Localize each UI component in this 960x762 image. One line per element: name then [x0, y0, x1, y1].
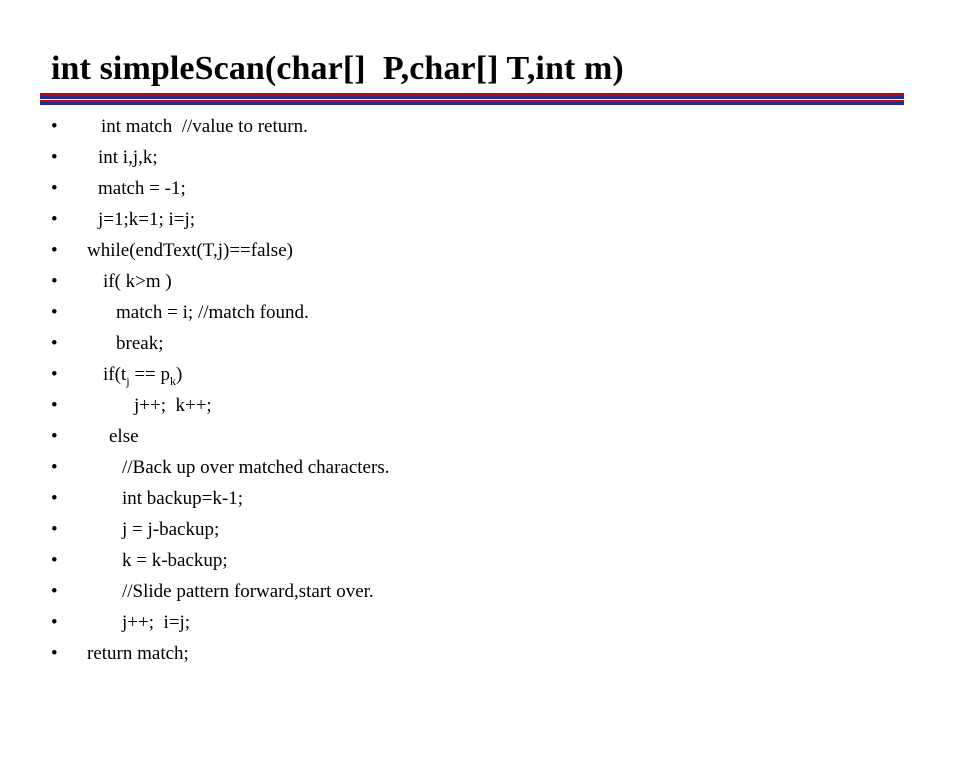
- code-line: [0, 483, 900, 514]
- code-line: [0, 173, 900, 204]
- code-line-text: j++; i=j;: [122, 612, 191, 633]
- code-line-text: else: [109, 426, 139, 447]
- code-line-text: j=1;k=1; i=j;: [98, 209, 196, 230]
- title-underline-blue-top: [40, 96, 904, 99]
- bullet-icon: •: [51, 581, 58, 602]
- code-line-text: $if(t_j == p_k)$: [103, 364, 183, 388]
- code-line: [0, 111, 900, 142]
- code-line-text: int backup=k-1;: [122, 488, 243, 509]
- bullet-icon: •: [51, 271, 58, 292]
- code-line: [0, 266, 900, 297]
- bullet-icon: •: [51, 643, 58, 664]
- bullet-icon: •: [51, 519, 58, 540]
- code-line: [0, 235, 900, 266]
- bullet-icon: •: [51, 209, 58, 230]
- code-line-text: return match;: [87, 643, 189, 664]
- code-line: [0, 545, 900, 576]
- bullet-icon: •: [51, 488, 58, 509]
- bullet-icon: •: [51, 364, 58, 385]
- code-line-text: match = -1;: [98, 178, 186, 199]
- code-line: [0, 607, 900, 638]
- code-line-text: //Back up over matched characters.: [122, 457, 390, 478]
- code-line-text: if( k>m ): [103, 271, 172, 292]
- code-line-text: break;: [116, 333, 164, 354]
- bullet-icon: •: [51, 426, 58, 447]
- bullet-icon: •: [51, 240, 58, 261]
- bullet-icon: •: [51, 395, 58, 416]
- bullet-icon: •: [51, 550, 58, 571]
- code-line-text: k = k-backup;: [122, 550, 228, 571]
- code-line: [0, 638, 900, 669]
- code-line-text: j = j-backup;: [122, 519, 220, 540]
- code-line: [0, 421, 900, 452]
- bullet-icon: •: [51, 457, 58, 478]
- code-line-text: j++; k++;: [134, 395, 212, 416]
- bullet-icon: •: [51, 612, 58, 633]
- code-line: [0, 204, 900, 235]
- code-line: [0, 576, 900, 607]
- code-line: [0, 452, 900, 483]
- code-line-text: //Slide pattern forward,start over.: [122, 581, 374, 602]
- title-underline-blue-bottom: [40, 102, 904, 105]
- code-line-text: while(endText(T,j)==false): [87, 240, 293, 261]
- code-line: [0, 328, 900, 359]
- slide-title: int simpleScan(char[] P,char[] T,int m): [51, 50, 624, 87]
- code-line: [0, 514, 900, 545]
- code-line-text: int i,j,k;: [98, 147, 158, 168]
- code-line: [0, 359, 900, 390]
- code-line: [0, 142, 900, 173]
- bullet-icon: •: [51, 147, 58, 168]
- bullet-icon: •: [51, 178, 58, 199]
- code-line-text: match = i; //match found.: [116, 302, 309, 323]
- code-line: [0, 297, 900, 328]
- code-line: [0, 390, 900, 421]
- bullet-icon: •: [51, 302, 58, 323]
- bullet-icon: •: [51, 116, 58, 137]
- bullet-icon: •: [51, 333, 58, 354]
- code-line-text: int match //value to return.: [101, 116, 308, 137]
